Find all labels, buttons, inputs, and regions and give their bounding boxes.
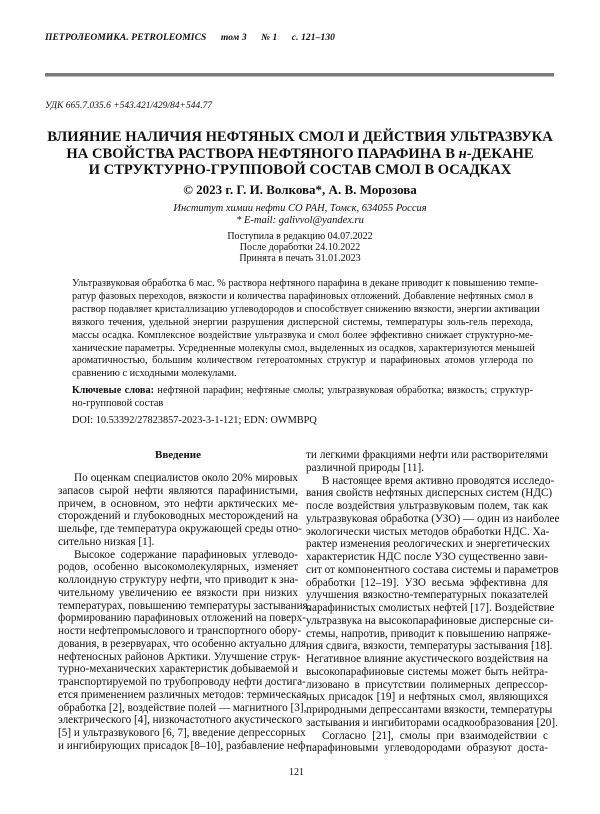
text-line: запасов сырой нефти являются парафинистыми, <box>58 485 298 498</box>
affiliation-block <box>0 203 600 226</box>
keywords-text: нефтяной парафин; нефтяные смолы; ультразвуковая обработка; вязкость; структур- <box>154 385 533 396</box>
text-line: улучшения вязкостно-температурных показателей <box>306 589 548 602</box>
date-received: Поступила в редакцию 04.07.2022 <box>0 231 600 242</box>
text-line: сительно низкая [1]. <box>58 536 298 549</box>
text-line: ратур фазовых переходов, вязкости и количества парафиновых отложений. Добавление нефтяных смол в <box>72 291 533 304</box>
text-line: природными депрессантами вязкости, температуры <box>306 704 548 717</box>
text-line: ароматичностью, большим количеством гетероатомных структур и парафиновых атомов углерода по <box>72 355 533 368</box>
text-line: коллоидную структуру нефти, что приводит к зна- <box>58 574 298 587</box>
dates <box>0 231 600 264</box>
text-line: парафиновыми углеводородами образуют доста- <box>306 742 548 755</box>
keywords-line <box>72 385 533 398</box>
text-line: Негативное влияние акустического воздействия на <box>306 653 548 666</box>
pages: с. 121–130 <box>292 33 335 43</box>
text-line: высокопарафиновые системы может быть нейтра- <box>306 666 548 679</box>
title-text: -ДЕКАНЕ <box>467 146 534 162</box>
text-line: лизовано в присутствии полимерных депрессор- <box>306 679 548 692</box>
text-line: ультразвуковая обработка (УЗО) — один из наиболее <box>306 513 548 526</box>
text-line: ти легкими фракциями нефти или растворителями <box>306 449 548 462</box>
authors: © 2023 г. Г. И. Волкова*, А. В. Морозова <box>0 182 600 198</box>
text-line: сравнению с исходными молекулами. <box>72 368 533 381</box>
text-line: ности нефтепромыслового и транспортного обору- <box>58 625 298 638</box>
text-line: формированию парафиновых отложений на поверх- <box>58 612 298 625</box>
text-line: родов, особенно высокомолекулярных, изменяет <box>58 561 298 574</box>
text-line: шельфе, где температура окружающей среды отно- <box>58 523 298 536</box>
text-line: обработка [2], воздействие полей — магнитного [3], <box>58 702 298 715</box>
text-line: обработки [12–19]. УЗО весьма эффективна для <box>306 577 548 590</box>
text-line: рактер изменения реологических и энергетических <box>306 538 548 551</box>
text-line: стемы, напротив, приводит к повышению напряже- <box>306 628 548 641</box>
section-heading: Введение <box>58 449 298 461</box>
text-line: и ингибирующих присадок [8–10], разбавление неф- <box>58 740 298 753</box>
text-line: транспортируемой по трубопроводу нефти достига- <box>58 676 298 689</box>
title-text: НА СВОЙСТВА РАСТВОРА НЕФТЯНОГО ПАРАФИНА В <box>66 146 458 162</box>
text-line: Высокое содержание парафиновых углеводо- <box>58 549 298 562</box>
text-line: По оценкам специалистов около 20% мировых <box>58 472 298 485</box>
title-line: ВЛИЯНИЕ НАЛИЧИЯ НЕФТЯНЫХ СМОЛ И ДЕЙСТВИЯ УЛЬТРАЗВУКА <box>30 129 570 146</box>
page-number: 121 <box>289 767 304 778</box>
text-line: после воздействия ультразвуковым полем, так как <box>306 500 548 513</box>
affiliation: Институт химии нефти СО РАН, Томск, 634055 Россия <box>0 203 600 215</box>
text-line: парафинистых смолистых нефтей [17]. Воздействие <box>306 602 548 615</box>
text-line: ных присадок [19] и нефтяных смол, являющихся <box>306 691 548 704</box>
keywords-label: Ключевые слова: <box>72 385 154 396</box>
text-line: вания свойств нефтяных дисперсных систем (НДС) <box>306 487 548 500</box>
udk-code: УДК 665.7.035.6 +543.421/429/84+544.77 <box>45 101 212 111</box>
right-column <box>306 449 548 755</box>
volume: том 3 <box>221 33 247 43</box>
title-line <box>30 146 570 163</box>
text-line: причем, в основном, это нефти арктических ме- <box>58 498 298 511</box>
text-line: ния сдвига, вязкости, температуры застывания [18]. <box>306 640 548 653</box>
doi[interactable]: DOI: 10.53392/27823857-2023-3-1-121; EDN: OWMBPQ <box>72 415 317 426</box>
text-line: В настоящее время активно проводятся исследо- <box>306 475 548 488</box>
text-line: чительному увеличению ее вязкости при низких <box>58 587 298 600</box>
text-line: дования, в резервуарах, что особенно актуально для <box>58 638 298 651</box>
title-line: И СТРУКТУРНО-ГРУППОВОЙ СОСТАВ СМОЛ В ОСАДКАХ <box>30 162 570 179</box>
running-header <box>45 33 347 43</box>
text-line: ханические параметры. Усредненные молекулы смол, выделенных из осадков, характеризуются меньшей <box>72 343 533 356</box>
text-line: турно-механических характеристик добываемой и <box>58 663 298 676</box>
text-line: Ультразвуковая обработка 6 мас. % раствора нефтяного парафина в декане приводит к повышению темпе- <box>72 278 533 291</box>
text-line: [5] и ультразвукового [6, 7], введение депрессорных <box>58 727 298 740</box>
text-line: различной природы [11]. <box>306 462 548 475</box>
text-line: экологически чистых методов обработки НДС. Ха- <box>306 526 548 539</box>
text-line: вязкого течения, удельной энергии разрушения дисперсной системы, температуры золь-гель перехода, <box>72 317 533 330</box>
journal-name: ПЕТРОЛЕОМИКА. PETROLEOMICS <box>45 33 206 43</box>
text-line: сит от компонентного состава системы и параметров <box>306 564 548 577</box>
header-rule <box>45 73 554 77</box>
text-line: электрического [4], низкочастотного акустического <box>58 714 298 727</box>
abstract <box>72 278 533 381</box>
keywords-line: но-групповой состав <box>72 398 533 411</box>
email[interactable]: * E-mail: galivvol@yandex.ru <box>0 215 600 227</box>
title-italic: н <box>459 146 467 162</box>
text-line: сторождений и глубоководных месторождений на <box>58 510 298 523</box>
date-accepted: Принята в печать 31.01.2023 <box>0 253 600 264</box>
issue: № 1 <box>261 33 277 43</box>
text-line: раствор подавляет кристаллизацию углеводородов и способствует снижению вязкости, энергии активации <box>72 304 533 317</box>
article-title <box>30 129 570 179</box>
text-line: характеристик НДС после УЗО существенно зави- <box>306 551 548 564</box>
text-line: ется применением различных методов: термическая <box>58 689 298 702</box>
text-line: массы осадка. Комплексное воздействие ультразвука и смол более эффективно снижает структурно-ме- <box>72 330 533 343</box>
left-column <box>58 472 298 753</box>
text-line: застывания и ингибиторами осадкообразования [20]. <box>306 717 548 730</box>
text-line: температурах, повышению температуры застывания, <box>58 600 298 613</box>
text-line: нефтеносных районов Арктики. Улучшение струк- <box>58 651 298 664</box>
text-line: Согласно [21], смолы при взаимодействии с <box>306 730 548 743</box>
date-revised: После доработки 24.10.2022 <box>0 242 600 253</box>
keywords <box>72 385 533 410</box>
text-line: ультразвука на высокопарафиновые дисперсные си- <box>306 615 548 628</box>
